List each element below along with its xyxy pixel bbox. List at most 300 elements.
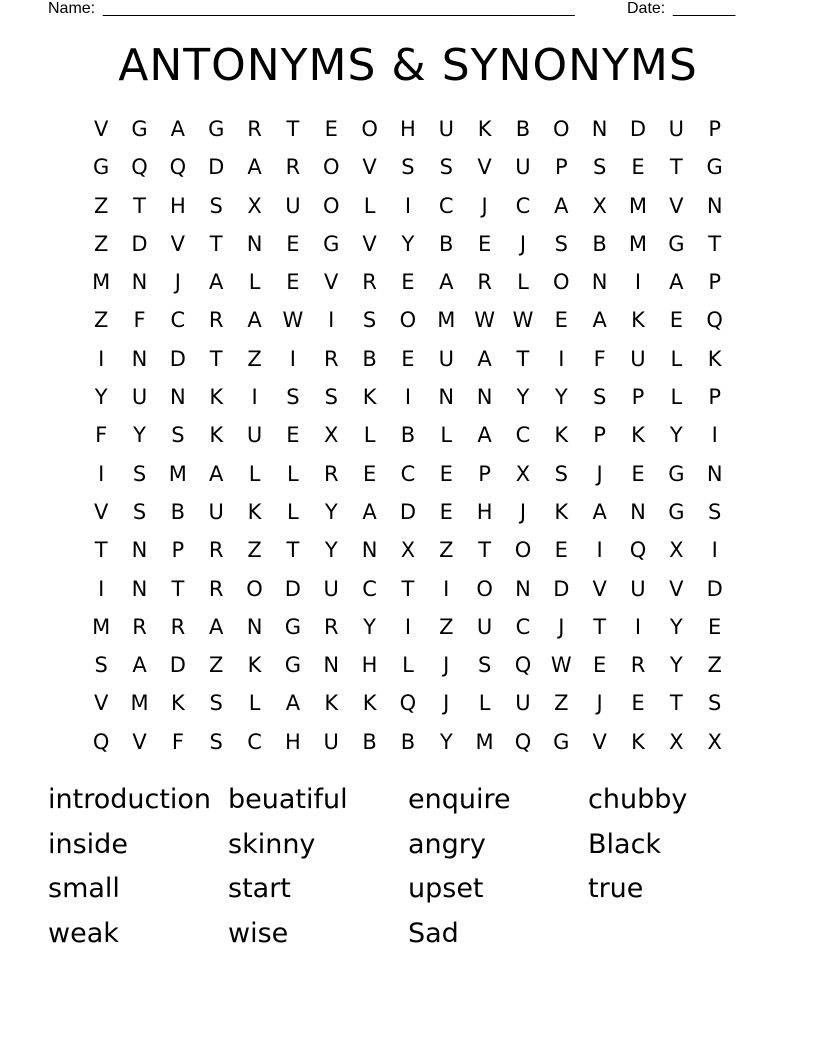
grid-letter: A [554,193,569,218]
grid-letter: R [247,117,262,141]
grid-letter: M [628,193,648,218]
grid-letter: K [209,423,224,448]
grid-letter: I [251,385,258,410]
grid-letter: U [630,576,646,601]
grid-letter: M [475,729,494,754]
grid-letter: T [478,538,492,563]
grid-letter: V [324,270,339,295]
grid-letter: W [550,653,572,678]
grid-letter: I [634,614,642,639]
grid-letter: S [592,155,607,180]
grid-letter: J [519,499,527,524]
grid-letter: R [208,576,224,601]
grid-letter: K [707,346,722,371]
grid-letter: V [669,576,684,601]
grid-letter: F [133,308,146,333]
grid-letter: V [592,576,607,601]
grid-letter: Y [669,423,683,448]
grid-letter: Y [401,231,415,256]
grid-letter: Y [363,614,376,639]
grid-letter: I [98,346,105,371]
grid-letter: U [208,499,224,524]
grid-letter: K [170,691,185,716]
grid-letter: L [478,691,491,716]
grid-letter: U [515,691,531,716]
grid-letter: W [512,308,534,333]
grid-letter: Y [669,614,683,639]
grid-letter: T [286,538,300,563]
grid-letter: U [438,346,454,371]
grid-letter: S [132,461,147,486]
grid-letter: U [668,117,685,141]
grid-letter: U [285,193,301,218]
grid-letter: O [246,576,263,601]
grid-letter: M [92,270,111,295]
grid-letter: M [437,308,456,333]
grid-row [82,340,734,378]
grid-letter: Q [92,729,110,754]
grid-letter: S [708,691,722,716]
grid-letter: S [209,193,223,218]
grid-letter: I [328,308,335,333]
grid-letter: T [593,614,607,639]
grid-letter: T [171,576,185,601]
grid-letter: N [131,538,148,563]
grid-letter: J [519,231,527,256]
grid-letter: O [476,576,493,601]
grid-letter: K [362,691,377,716]
grid-row [82,684,734,722]
grid-letter: V [362,231,377,256]
word-list-item: Sad [408,918,459,950]
grid-letter: B [400,729,416,754]
grid-letter: D [169,653,186,678]
grid-letter: A [209,461,224,486]
grid-letter: R [323,346,339,371]
word-list-item: angry [408,828,486,860]
word-list-item: enquire [408,784,511,815]
grid-letter: I [404,193,412,218]
grid-letter: V [592,729,607,754]
grid-letter: O [553,270,570,295]
grid-letter: Y [94,385,108,410]
grid-letter: S [708,499,722,524]
grid-letter: B [592,231,607,256]
worksheet-header [48,0,748,18]
grid-letter: X [669,538,684,563]
word-list-item: small [48,873,120,905]
grid-letter: O [399,308,417,333]
grid-letter: G [131,117,148,141]
grid-letter: B [439,231,454,256]
grid-letter: G [284,614,302,639]
grid-letter: Q [169,155,187,180]
grid-letter: K [247,499,262,524]
grid-letter: R [323,614,339,639]
grid-letter: Z [209,653,224,678]
grid-letter: O [361,117,378,141]
grid-letter: G [706,155,723,180]
grid-row [82,570,734,608]
grid-row [82,148,734,186]
grid-row [82,225,734,263]
grid-letter: O [553,117,570,141]
grid-letter: X [324,423,339,448]
grid-row [82,723,734,761]
grid-letter: D [629,117,647,141]
grid-letter: V [93,499,109,524]
grid-letter: R [362,270,377,295]
grid-letter: U [323,576,339,601]
grid-letter: G [284,653,302,678]
grid-letter: E [554,308,568,333]
grid-letter: D [131,231,148,256]
grid-letter: U [131,385,148,410]
grid-letter: E [401,270,415,295]
grid-letter: V [362,155,377,180]
grid-letter: T [209,346,223,371]
grid-letter: D [169,346,186,371]
grid-letter: B [400,423,416,448]
grid-letter: T [516,346,530,371]
grid-letter: I [443,576,450,601]
grid-letter: T [669,691,683,716]
grid-letter: E [286,270,300,295]
grid-letter: Q [629,538,647,563]
word-list-item: weak [48,918,119,950]
grid-letter: L [670,346,683,371]
grid-letter: P [708,270,721,295]
grid-letter: G [668,461,685,486]
grid-letter: V [477,155,492,180]
grid-letter: A [247,155,262,180]
grid-letter: P [478,461,491,486]
grid-letter: O [514,538,532,563]
grid-letter: M [168,461,187,486]
grid-row [82,378,734,416]
grid-letter: P [593,423,606,448]
grid-letter: B [362,346,377,371]
grid-letter: T [401,576,415,601]
grid-letter: N [131,346,148,371]
grid-letter: D [208,155,225,180]
grid-letter: X [669,729,684,754]
grid-letter: Z [247,346,262,371]
word-list-item: beuatiful [228,784,348,815]
grid-letter: L [248,270,261,295]
grid-row [82,608,734,646]
word-list-item: Black [588,828,662,860]
word-list-item: introduction [48,784,212,815]
grid-letter: A [247,308,262,333]
grid-letter: Q [514,729,532,754]
grid-letter: K [209,385,224,410]
grid-row [82,187,734,225]
grid-letter: K [631,423,645,448]
grid-letter: E [631,155,645,180]
grid-letter: S [401,155,415,180]
grid-letter: Z [707,653,722,678]
grid-letter: P [554,155,568,180]
grid-letter: B [362,729,377,754]
grid-letter: G [323,231,340,256]
grid-letter: M [628,231,648,256]
grid-letter: R [323,461,339,486]
grid-letter: U [515,155,531,180]
grid-letter: N [131,270,148,295]
grid-letter: E [593,653,607,678]
grid-letter: J [481,193,488,218]
grid-letter: Q [399,691,417,716]
grid-letter: M [130,691,149,716]
grid-row [82,493,734,531]
grid-letter: S [94,653,108,678]
grid-letter: G [668,499,685,524]
grid-letter: R [170,614,186,639]
grid-letter: B [170,499,186,524]
name-label: Name: [48,0,96,17]
grid-letter: I [98,461,105,486]
grid-letter: S [592,385,607,410]
grid-letter: I [634,270,642,295]
grid-letter: Q [706,308,723,333]
grid-letter: B [515,117,531,141]
grid-letter: V [170,231,186,256]
grid-letter: N [361,538,378,563]
grid-letter: L [670,385,683,410]
grid-letter: S [477,653,492,678]
grid-letter: Z [439,538,454,563]
grid-row [82,263,734,301]
grid-row [82,646,734,684]
grid-letter: C [362,576,377,601]
grid-letter: A [669,270,684,295]
grid-letter: V [93,117,109,141]
grid-letter: R [208,538,224,563]
grid-letter: J [443,691,450,716]
grid-letter: G [208,117,225,141]
grid-letter: I [711,423,718,448]
grid-letter: P [708,385,721,410]
grid-letter: O [322,155,340,180]
grid-letter: F [171,729,184,754]
grid-letter: R [285,155,301,180]
grid-letter: O [322,193,340,218]
grid-letter: E [439,499,453,524]
grid-letter: A [362,499,377,524]
grid-letter: S [132,499,147,524]
grid-letter: E [286,423,300,448]
grid-letter: E [286,231,300,256]
grid-letter: C [438,193,454,218]
grid-letter: J [596,691,603,716]
grid-letter: I [98,576,105,601]
grid-letter: Y [324,499,338,524]
grid-letter: P [631,385,645,410]
grid-letter: S [171,423,185,448]
grid-letter: M [92,614,111,639]
grid-letter: S [286,385,300,410]
grid-letter: T [708,231,722,256]
grid-letter: E [554,538,568,563]
grid-letter: W [474,308,495,333]
grid-letter: V [132,729,147,754]
grid-letter: D [399,499,416,524]
grid-letter: Y [554,385,568,410]
grid-letter: L [287,461,299,486]
grid-letter: H [169,193,186,218]
grid-letter: A [439,270,454,295]
grid-letter: I [404,385,412,410]
word-list [48,778,768,957]
grid-letter: J [596,461,603,486]
grid-letter: T [209,231,223,256]
grid-letter: Q [131,155,148,180]
grid-letter: L [248,461,261,486]
grid-letter: D [284,576,301,601]
grid-row [82,301,734,339]
grid-letter: N [591,270,608,295]
grid-letter: A [209,614,224,639]
grid-letter: I [404,614,412,639]
grid-letter: X [400,538,416,563]
grid-letter: L [287,499,299,524]
grid-letter: L [363,423,376,448]
grid-letter: N [591,117,608,141]
word-list-item: wise [228,918,289,950]
date-label: Date: [627,0,666,17]
grid-letter: S [362,308,377,333]
grid-letter: Y [324,538,338,563]
word-list-item: true [588,873,644,905]
grid-letter: V [93,691,109,716]
grid-letter: A [285,691,301,716]
grid-letter: K [554,423,569,448]
grid-letter: C [247,729,262,754]
grid-letter: Z [93,193,109,218]
name-blank-line: _____________________________________________________ [103,0,575,17]
grid-letter: N [476,385,493,410]
grid-letter: R [132,614,147,639]
word-list-item: skinny [228,828,316,860]
grid-letter: X [247,193,262,218]
grid-letter: G [553,729,570,754]
grid-letter: K [477,117,492,141]
grid-letter: I [289,346,296,371]
grid-letter: Y [516,385,530,410]
grid-letter: E [362,461,377,486]
grid-letter: T [286,117,300,141]
grid-letter: K [631,308,645,333]
grid-letter: N [246,614,263,639]
date-blank-line: _______ [673,0,736,17]
grid-letter: F [95,423,108,448]
grid-letter: K [362,385,377,410]
grid-letter: G [93,155,110,180]
grid-letter: U [246,423,263,448]
grid-letter: H [400,117,416,141]
grid-letter: T [94,538,108,563]
grid-letter: N [131,576,148,601]
grid-letter: A [170,117,186,141]
grid-letter: Z [93,231,109,256]
grid-letter: C [400,461,416,486]
grid-letter: Z [247,538,262,563]
grid-letter: X [592,193,607,218]
grid-letter: I [711,538,718,563]
grid-letter: A [592,308,607,333]
word-list-item: chubby [588,784,688,815]
grid-letter: U [323,729,339,754]
grid-letter: U [476,614,493,639]
grid-letter: N [630,499,646,524]
grid-letter: C [515,193,531,218]
grid-letter: Z [439,614,454,639]
grid-letter: V [669,193,684,218]
grid-letter: Z [554,691,569,716]
grid-letter: A [477,423,492,448]
grid-letter: Q [514,653,532,678]
grid-letter: C [515,423,531,448]
grid-letter: Y [133,423,146,448]
grid-letter: C [170,308,186,333]
grid-letter: Y [439,729,453,754]
grid-letter: U [438,117,454,141]
grid-row [82,416,734,454]
grid-letter: X [515,461,531,486]
grid-row [82,531,734,569]
grid-letter: L [363,193,376,218]
grid-row [82,110,734,148]
grid-letter: E [401,346,415,371]
grid-letter: S [209,691,223,716]
grid-letter: A [477,346,492,371]
grid-letter: P [708,117,721,141]
grid-letter: E [477,231,492,256]
grid-letter: N [515,576,531,601]
grid-letter: A [209,270,224,295]
grid-letter: F [593,346,606,371]
grid-letter: S [209,729,223,754]
grid-letter: Z [93,308,109,333]
grid-letter: E [631,691,645,716]
grid-letter: R [208,308,224,333]
grid-letter: N [323,653,340,678]
grid-letter: J [174,270,181,295]
grid-letter: T [669,155,683,180]
grid-letter: G [668,231,685,256]
grid-letter: N [170,385,186,410]
grid-letter: D [553,576,570,601]
grid-letter: N [438,385,455,410]
grid-letter: I [596,538,603,563]
word-list-item: upset [408,873,484,905]
grid-letter: T [133,193,146,218]
grid-letter: S [324,385,338,410]
grid-letter: H [284,729,301,754]
grid-letter: J [443,653,450,678]
grid-letter: J [558,614,565,639]
grid-letter: L [440,423,453,448]
grid-letter: L [402,653,414,678]
word-search-grid [82,110,734,761]
grid-letter: R [477,270,492,295]
grid-letter: N [246,231,263,256]
word-list-item: start [228,873,291,905]
grid-letter: K [631,729,645,754]
grid-letter: S [439,155,453,180]
grid-letter: K [554,499,569,524]
